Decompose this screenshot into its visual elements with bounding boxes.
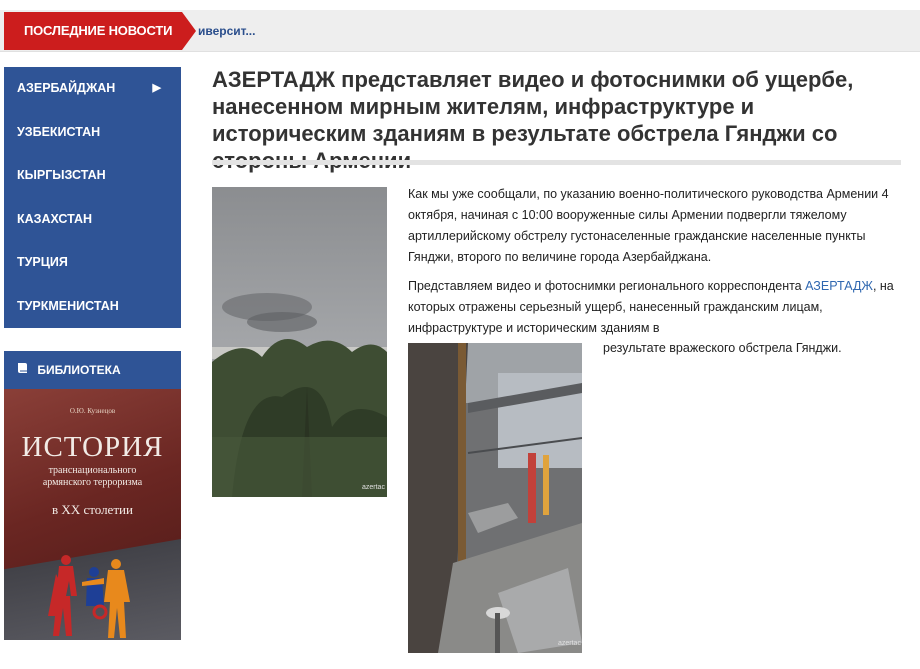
library-block [4,351,181,640]
book-cover-image[interactable] [4,389,181,640]
book-subtitle [4,465,181,489]
book-century: в XX столетии [52,502,133,517]
fighters-silhouette-icon [4,530,181,640]
sidebar-item-label: АЗЕРБАЙДЖАН [17,81,116,95]
sidebar-item-turkmenistan[interactable] [4,285,181,329]
country-menu [4,67,181,328]
article-paragraph [408,276,898,339]
book-author: О.Ю. Кузнецов [69,407,116,415]
sidebar-item-azerbaijan[interactable] [4,67,181,111]
sidebar-item-label: УЗБЕКИСТАН [17,124,101,139]
ticker-arrow-icon [182,12,196,50]
paragraph-text: Представляем видео и фотоснимки регионального корреспондента [408,279,806,293]
sidebar-item-kazakhstan[interactable] [4,198,181,242]
book-subtitle-line: транснационального [48,465,137,476]
library-heading-label: БИБЛИОТЕКА [37,363,121,377]
paragraph-text: , на которых отражены серьезный ущерб, нанесенный гражданским лицам, инфраструктуре и историческим зданиям в [408,279,894,335]
sidebar-item-label: ТУРЦИЯ [17,255,68,269]
photo-damaged-building[interactable] [408,343,582,653]
azertac-link[interactable]: АЗЕРТАДЖ [805,279,873,293]
book-icon [17,352,28,390]
sidebar-item-label: КАЗАХСТАН [17,211,92,226]
chevron-right-icon: ▶ [152,82,161,94]
article-paragraph-continued: результате вражеского обстрела Гянджи. [603,341,842,355]
sidebar-item-uzbekistan[interactable] [4,111,181,155]
book-subtitle-line: армянского терроризма [42,477,143,488]
article-headline: АЗЕРТАДЖ представляет видео и фотоснимки об ущербе, нанесенном мирным жителям, инфраструктуре и историческим зданиям в результате обстрела Гянджи со [212,67,854,146]
latest-news-label[interactable]: ПОСЛЕДНИЕ НОВОСТИ [4,12,182,50]
sidebar-item-label: КЫРГЫЗСТАН [17,168,106,182]
photo-watermark: azertac [558,640,581,647]
article-paragraph: Как мы уже сообщали, по указанию военно-политического руководства Армении 4 октября, начиная с 10:00 вооруженные силы Армении подвергли тяжелому артиллерийскому обстрелу густонаселенные гражданские населенные пункты Гянджи, второго по величине города Азербайджана. [408,187,889,264]
ticker-headline-link[interactable]: иверсит... [198,24,256,38]
photo-watermark: azertac [362,484,385,491]
sidebar-item-label: ТУРКМЕНИСТАН [17,298,119,313]
news-ticker [0,10,920,52]
sidebar-item-turkey[interactable] [4,241,181,285]
library-heading[interactable] [4,351,181,389]
headline-divider [212,160,901,165]
book-title: ИСТОРИЯ [21,431,164,463]
photo-city-smoke[interactable] [212,187,387,497]
sidebar-item-kyrgyzstan[interactable] [4,154,181,198]
